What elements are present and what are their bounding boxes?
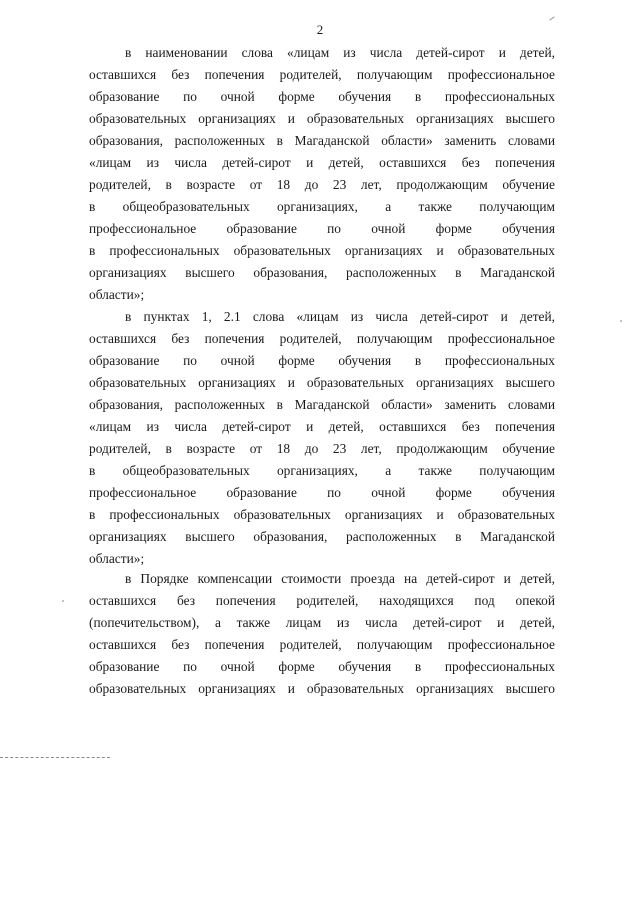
text-line: оставшихся без попечения родителей, получающим профессиональное (89, 331, 555, 346)
scan-speck (62, 600, 64, 602)
text-line: области»; (89, 287, 145, 302)
text-line: оставшихся без попечения родителей, получающим профессиональное (89, 637, 555, 652)
text-line: в общеобразовательных организациях, а также получающим (89, 199, 555, 214)
text-line: в общеобразовательных организациях, а также получающим (89, 463, 555, 478)
paragraph-3 (89, 568, 555, 700)
text-line: образование по очной форме обучения в профессиональных (89, 353, 555, 368)
text-line: «лицам из числа детей-сирот и детей, оставшихся без попечения (89, 155, 555, 170)
page-number: 2 (316, 22, 324, 37)
text-line: родителей, в возрасте от 18 до 23 лет, продолжающим обучение (89, 177, 555, 192)
text-line: оставшихся без попечения родителей, находящихся под опекой (89, 593, 555, 608)
text-line: образовательных организациях и образовательных организациях высшего (89, 681, 555, 696)
text-line: в пунктах 1, 2.1 слова «лицам из числа детей-сирот и детей, (125, 309, 555, 324)
text-line: (попечительством), а также лицам из числа детей-сирот и детей, (89, 615, 555, 630)
paragraph-2 (89, 306, 555, 570)
text-line: в профессиональных образовательных организациях и образовательных (89, 507, 555, 522)
text-line: профессиональное образование по очной форме обучения (89, 485, 555, 500)
text-line: организациях высшего образования, расположенных в Магаданской (89, 529, 555, 544)
scan-speck (620, 320, 622, 322)
text-line: образования, расположенных в Магаданской области» заменить словами (89, 133, 555, 148)
text-line: «лицам из числа детей-сирот и детей, оставшихся без попечения (89, 419, 555, 434)
text-line: в профессиональных образовательных организациях и образовательных (89, 243, 555, 258)
text-line: области»; (89, 551, 145, 566)
text-line: родителей, в возрасте от 18 до 23 лет, продолжающим обучение (89, 441, 555, 456)
text-line: образовательных организациях и образовательных организациях высшего (89, 111, 555, 126)
text-line: профессиональное образование по очной форме обучения (89, 221, 555, 236)
text-line: образование по очной форме обучения в профессиональных (89, 89, 555, 104)
text-line: образования, расположенных в Магаданской области» заменить словами (89, 397, 555, 412)
scan-mark (549, 16, 554, 20)
text-line: в наименовании слова «лицам из числа детей-сирот и детей, (125, 45, 555, 60)
text-line: в Порядке компенсации стоимости проезда на детей-сирот и детей, (125, 571, 555, 586)
text-line: образование по очной форме обучения в профессиональных (89, 659, 555, 674)
text-line: оставшихся без попечения родителей, получающим профессиональное (89, 67, 555, 82)
footnote-rule (0, 757, 110, 758)
text-line: образовательных организациях и образовательных организациях высшего (89, 375, 555, 390)
text-line: организациях высшего образования, расположенных в Магаданской (89, 265, 555, 280)
paragraph-1 (89, 42, 555, 306)
